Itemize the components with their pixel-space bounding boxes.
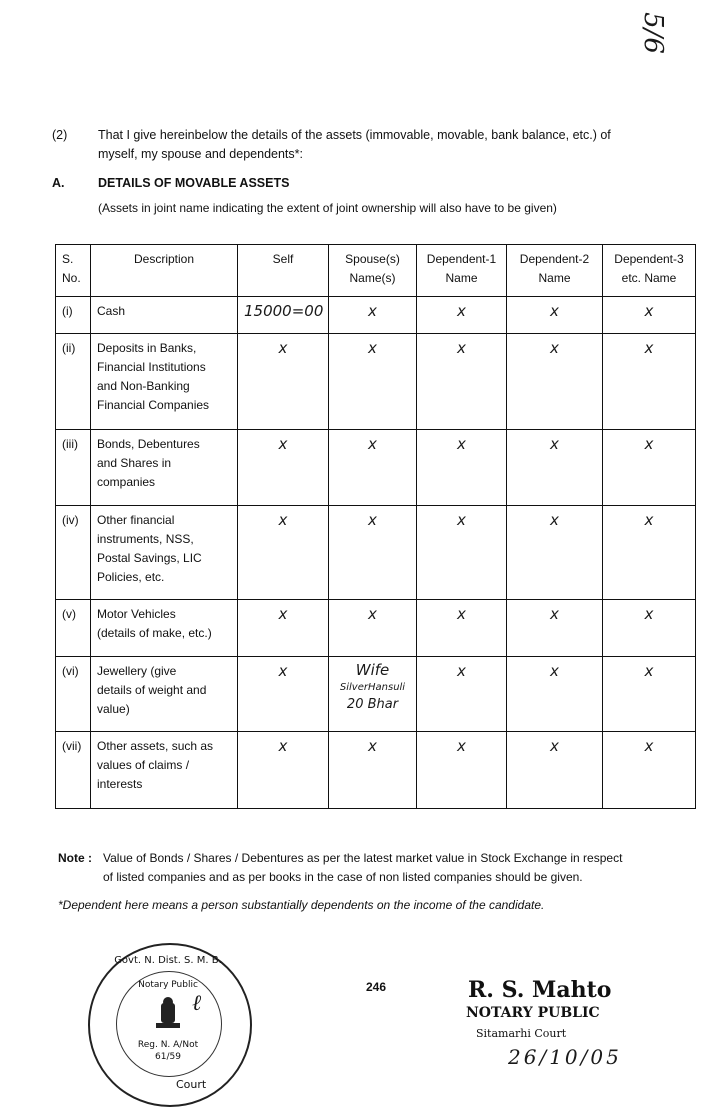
row-description-line: values of claims /: [97, 758, 190, 772]
row-description-line: details of weight and: [97, 683, 207, 697]
row-sno: (iii): [56, 430, 91, 506]
dependent-2-value: x: [507, 297, 603, 334]
seal-registration-number: 61/59: [155, 1052, 181, 1062]
spouse-jewellery-line: Wife: [355, 661, 390, 679]
row-description-line: (details of make, etc.): [97, 626, 212, 640]
row-description-line: and Shares in: [97, 456, 172, 470]
spouse-jewellery-line: SilverHansuli: [339, 682, 406, 693]
row-sno: (v): [56, 600, 91, 657]
header-dependent-3: [603, 245, 696, 297]
spouse-jewellery-line: 20 Bhar: [346, 697, 399, 712]
table-row: [56, 657, 696, 732]
signature-date: 26/10/05: [508, 1045, 622, 1069]
dependent-1-value: x: [417, 732, 507, 809]
dependent-1-value: x: [417, 600, 507, 657]
self-value: x: [238, 506, 329, 600]
row-sno: (ii): [56, 334, 91, 430]
note-label: Note :: [58, 851, 92, 865]
table-row: [56, 506, 696, 600]
header-dep1-line2: Name: [445, 271, 478, 285]
row-sno: (vi): [56, 657, 91, 732]
row-description-line: Policies, etc.: [97, 570, 165, 584]
header-spouse-line2: Name(s): [349, 271, 396, 285]
movable-assets-table: [55, 244, 696, 809]
dependent-2-value: x: [507, 334, 603, 430]
header-dependent-1: [417, 245, 507, 297]
self-value: x: [238, 600, 329, 657]
seal-registration: Reg. N. A/Not: [137, 1040, 199, 1050]
table-row: [56, 334, 696, 430]
corner-handwritten-mark: 5/6: [637, 12, 668, 54]
dependent-1-value: x: [417, 334, 507, 430]
table-row: [56, 430, 696, 506]
header-dep3-line1: Dependent-3: [614, 252, 684, 266]
note-line1: Value of Bonds / Shares / Debentures as per the latest market value in Stock Exchange in respect: [103, 851, 623, 865]
note-line2: of listed companies and as per books in the case of non listed companies should be given.: [103, 870, 583, 884]
header-dep2-line1: Dependent-2: [519, 252, 590, 266]
table-header-row: [56, 245, 696, 297]
intro-text-line2: myself, my spouse and dependents*:: [98, 147, 303, 161]
emblem-icon: [148, 995, 188, 1035]
row-description-line: Financial Institutions: [97, 360, 206, 374]
self-value: x: [238, 657, 329, 732]
header-dep1-line1: Dependent-1: [426, 252, 497, 266]
row-description-line: companies: [97, 475, 156, 489]
self-value: x: [238, 732, 329, 809]
seal-initials-scribble-icon: ℓ: [192, 991, 202, 1016]
dependent-2-value: x: [507, 732, 603, 809]
footnote: *Dependent here means a person substantially dependents on the income of the candidate.: [58, 898, 545, 912]
row-description-line: instruments, NSS,: [97, 532, 194, 546]
header-description: [91, 245, 238, 297]
table-row: [56, 600, 696, 657]
self-value: x: [238, 334, 329, 430]
header-spouse-line1: Spouse(s): [345, 252, 400, 266]
table-row: [56, 732, 696, 809]
dependent-3-value: x: [603, 430, 696, 506]
intro-text-line1: That I give hereinbelow the details of the assets (immovable, movable, bank balance, etc.) of: [98, 128, 611, 142]
section-letter: A.: [52, 176, 65, 190]
dependent-3-value: x: [603, 297, 696, 334]
dependent-2-value: x: [507, 657, 603, 732]
dependent-1-value: x: [417, 430, 507, 506]
header-dep3-line2: etc. Name: [621, 271, 677, 285]
dependent-3-value: x: [603, 732, 696, 809]
header-sno-line1: S.: [62, 252, 74, 266]
spouse-value: x: [329, 297, 417, 334]
header-spouse: [329, 245, 417, 297]
header-self-text: Self: [272, 252, 294, 266]
spouse-value: x: [329, 334, 417, 430]
row-sno: (vii): [56, 732, 91, 809]
dependent-2-value: x: [507, 506, 603, 600]
seal-inner-top-text: Notary Public: [138, 980, 198, 990]
page-number: 246: [366, 980, 387, 994]
dependent-1-value: x: [417, 506, 507, 600]
row-description: [91, 506, 238, 600]
dependent-1-value: x: [417, 297, 507, 334]
dependent-3-value: x: [603, 506, 696, 600]
row-description-line: interests: [97, 777, 143, 791]
dependent-2-value: x: [507, 600, 603, 657]
intro-number: (2): [52, 128, 68, 142]
row-description: [91, 732, 238, 809]
notary-title: NOTARY PUBLIC: [466, 1005, 600, 1021]
spouse-value: [329, 657, 417, 732]
notary-place: Sitamarhi Court: [476, 1027, 567, 1040]
header-sno-line2: No.: [62, 271, 81, 285]
row-sno: (i): [56, 297, 91, 334]
row-description-line: Jewellery (give: [97, 664, 177, 678]
row-description-line: Postal Savings, LIC: [97, 551, 202, 565]
row-description-line: and Non-Banking: [97, 379, 190, 393]
self-value: 15000=00: [238, 297, 329, 334]
section-title: DETAILS OF MOVABLE ASSETS: [98, 176, 290, 190]
header-dependent-2: [507, 245, 603, 297]
row-description-line: Motor Vehicles: [97, 607, 176, 621]
header-self: [238, 245, 329, 297]
row-description: [91, 430, 238, 506]
section-subtitle: (Assets in joint name indicating the extent of joint ownership will also have to be given): [98, 201, 557, 215]
row-description-line: Other financial: [97, 513, 175, 527]
row-description-line: Cash: [97, 304, 126, 318]
spouse-value: x: [329, 600, 417, 657]
seal-bottom-text: Court: [176, 1078, 207, 1091]
notary-name: R. S. Mahto: [468, 977, 612, 1003]
dependent-1-value: x: [417, 657, 507, 732]
row-description-line: Other assets, such as: [97, 739, 214, 753]
dependent-3-value: x: [603, 334, 696, 430]
header-description-text: Description: [133, 252, 195, 266]
row-description-line: Bonds, Debentures: [97, 437, 200, 451]
row-description: [91, 600, 238, 657]
row-description-line: Financial Companies: [97, 398, 210, 412]
row-description: [91, 334, 238, 430]
seal-top-text: Govt. N. Dist. S. M. B.: [114, 955, 222, 966]
spouse-value: x: [329, 430, 417, 506]
table-row: [56, 297, 696, 334]
row-description: [91, 297, 238, 334]
row-sno: (iv): [56, 506, 91, 600]
dependent-2-value: x: [507, 430, 603, 506]
row-description-line: Deposits in Banks,: [97, 341, 197, 355]
header-dep2-line2: Name: [538, 271, 571, 285]
row-description-line: value): [97, 702, 130, 716]
dependent-3-value: x: [603, 600, 696, 657]
header-sno: [56, 245, 91, 297]
dependent-3-value: x: [603, 657, 696, 732]
spouse-value: x: [329, 732, 417, 809]
row-description: [91, 657, 238, 732]
spouse-value: x: [329, 506, 417, 600]
self-value: x: [238, 430, 329, 506]
